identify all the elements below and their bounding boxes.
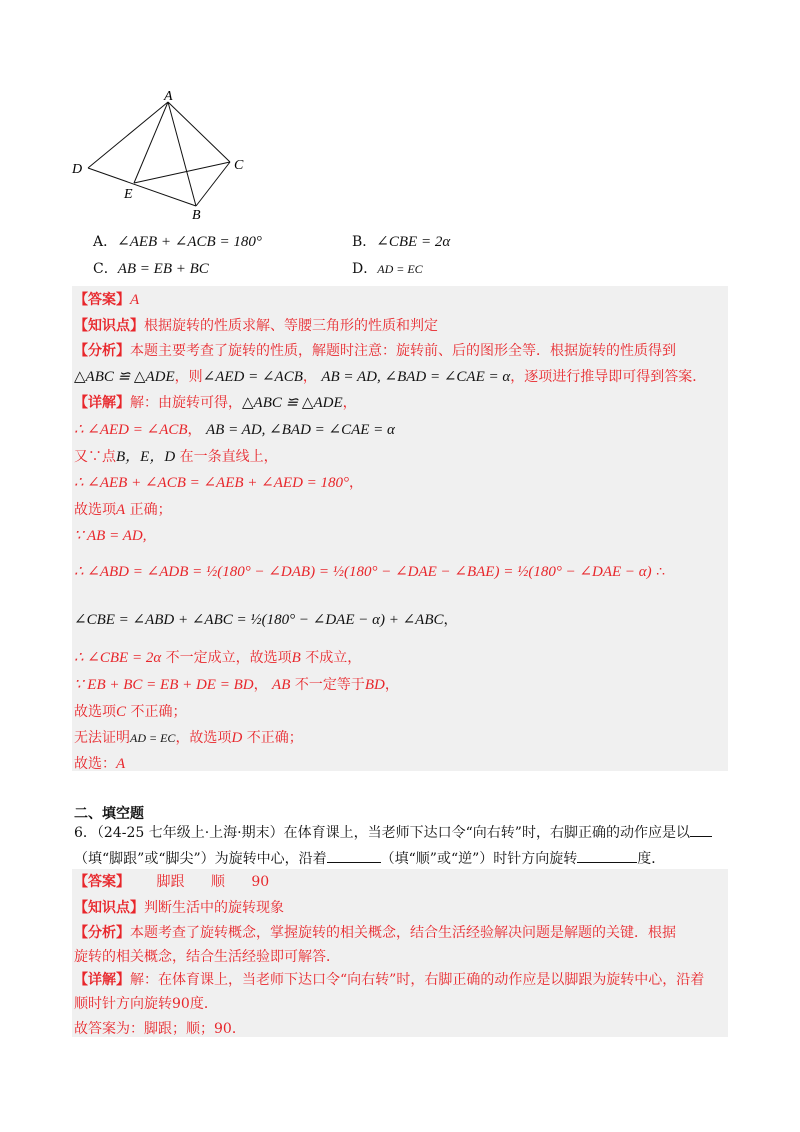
q6-analysis-line2: 旋转的相关概念，结合生活经验即可解答． <box>74 949 340 965</box>
q6-stem-line1: 6．（24-25 七年级上·上海·期末）在体育课上，当老师下达口令“向右转”时，右脚正确的动作应是以 <box>74 822 712 843</box>
option-b: B．∠CBE = 2α <box>352 234 451 250</box>
label-a: A <box>164 89 173 104</box>
q5-detail-line3: 又∵点B，E，D 在一条直线上， <box>74 449 278 465</box>
q5-detail-line1: 【详解】解：由旋转可得，△ABC ≌ △ADE， <box>74 395 357 411</box>
q5-detail-line11: 故选项C 不正确； <box>74 704 187 720</box>
q5-detail-line7: ∴ ∠ABD = ∠ADB = ½(180° − ∠DAB) = ½(180° − ∠DAE − ∠BAE) = ½(180° − ∠DAE − α) ∴ <box>74 564 666 580</box>
q6-knowledge: 【知识点】判断生活中的旋转现象 <box>74 900 284 916</box>
q6-detail-line1: 【详解】解：在体育课上，当老师下达口令“向右转”时，右脚正确的动作应是以脚跟为旋转中心，沿着 <box>74 972 705 988</box>
option-a: A．∠AEB + ∠ACB = 180° <box>93 234 262 250</box>
segment-ae <box>134 102 168 183</box>
label-b: B <box>192 208 201 223</box>
segment-db <box>88 168 196 206</box>
segment-da <box>88 102 168 168</box>
option-d: D．AD = EC <box>352 261 423 277</box>
q5-answer: 【答案】A <box>74 292 140 308</box>
option-c: C．AB = EB + BC <box>93 261 209 277</box>
blank-1[interactable] <box>690 822 712 837</box>
blank-2[interactable] <box>327 848 381 863</box>
q5-detail-line2: ∴ ∠AED = ∠ACB， AB = AD, ∠BAD = ∠CAE = α <box>74 422 395 438</box>
q5-detail-line12: 无法证明AD = EC，故选项D 不正确； <box>74 730 303 746</box>
q5-knowledge: 【知识点】根据旋转的性质求解、等腰三角形的性质和判定 <box>74 318 438 334</box>
q5-detail-line8: ∠CBE = ∠ABD + ∠ABC = ½(180° − ∠DAE − α) + ∠ABC， <box>74 612 458 628</box>
q6-answer-1: 脚跟 <box>156 874 185 890</box>
q6-answer: 【答案】 脚跟 顺 90 <box>74 874 270 890</box>
blank-3[interactable] <box>577 848 637 863</box>
label-e: E <box>124 187 133 202</box>
label-d: D <box>72 162 83 177</box>
q6-detail-line2: 顺时针方向旋转90度． <box>74 996 218 1012</box>
segment-ac <box>168 102 230 162</box>
q6-answer-3: 90 <box>251 874 270 890</box>
q5-detail-line5: 故选项A 正确； <box>74 502 172 518</box>
q6-final-answer: 故答案为：脚跟；顺；90． <box>74 1021 246 1037</box>
segment-ab <box>168 102 196 206</box>
q5-detail-line9: ∴ ∠CBE = 2α 不一定成立，故选项B 不成立， <box>74 650 362 666</box>
q5-detail-line4: ∴ ∠AEB + ∠ACB = ∠AEB + ∠AED = 180°， <box>74 475 364 491</box>
label-c: C <box>234 158 244 173</box>
triangle-figure <box>60 88 260 228</box>
section-title: 二、填空题 <box>74 806 144 822</box>
q5-detail-line10: ∵ EB + BC = EB + DE = BD， AB 不一定等于BD， <box>74 677 399 693</box>
q6-analysis-line1: 【分析】本题考查了旋转概念，掌握旋转的相关概念，结合生活经验解决问题是解题的关键．根据 <box>74 925 676 941</box>
q5-analysis-line1: 【分析】本题主要考查了旋转的性质，解题时注意：旋转前、后的图形全等．根据旋转的性质得到 <box>74 343 676 359</box>
q5-detail-line6: ∵ AB = AD, <box>74 528 147 544</box>
q6-answer-2: 顺 <box>210 874 225 890</box>
q5-detail-line13: 故选：A <box>74 756 126 772</box>
q5-analysis-line2: △ABC ≌ △ADE，则∠AED = ∠ACB， AB = AD, ∠BAD = ∠CAE = α，逐项进行推导即可得到答案． <box>74 369 707 385</box>
q6-stem-line2: （填“脚跟”或“脚尖”）为旋转中心，沿着 （填“顺”或“逆”）时针方向旋转 度． <box>74 848 665 869</box>
